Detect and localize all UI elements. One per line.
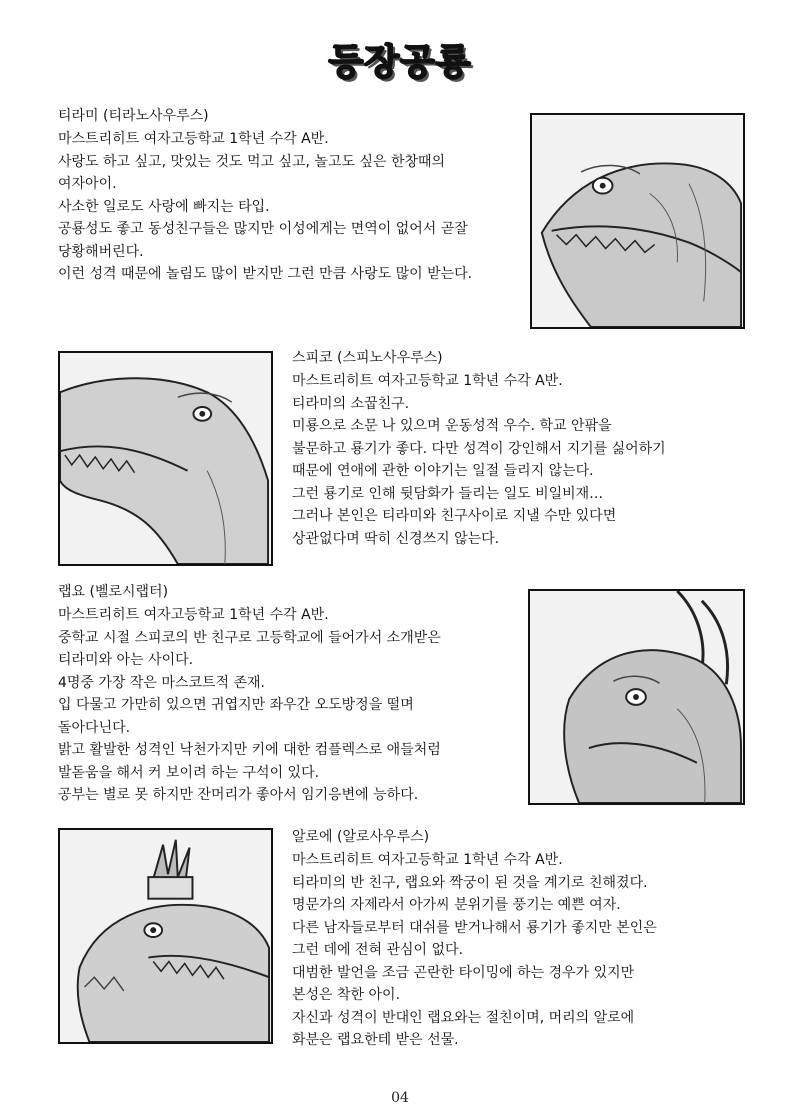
profile-line: 사랑도 하고 싶고, 맛있는 것도 먹고 싶고, 놀고도 싶은 한창때의 [58,153,446,170]
profile-line: 공부는 별로 못 하지만 잔머리가 좋아서 임기응변에 능하다. [58,787,419,803]
profile-line: 공룡성도 좋고 동성친구들은 많지만 이성에게는 면역이 없어서 곧잘 [58,221,468,237]
profile-line: 본성은 착한 아이. [292,987,401,1003]
profile-line: 티라미와 아는 사이다. [58,652,194,668]
profile-line: 자신과 성격이 반대인 랩요와는 절친이며, 머리의 알로에 [292,1009,635,1026]
allosaurus-portrait-icon [58,828,273,1044]
character-profile-spiko [292,347,762,550]
profile-line: 마스트리히트 여자고등학교 1학년 수각 A반. [58,131,329,147]
profile-line: 밝고 활발한 성격인 낙천가지만 키에 대한 컴플렉스로 애들처럼 [58,742,441,758]
profile-line: 마스트리히트 여자고등학교 1학년 수각 A반. [292,852,563,868]
profile-line: 돌아다닌다. [58,719,131,736]
profile-line: 발돋움을 해서 커 보이려 하는 구석이 있다. [58,764,320,781]
character-name: 스피코 (스피노사우루스) [292,350,443,366]
character-profile-rapyo [58,581,528,807]
profile-line: 다른 남자들로부터 대쉬를 받거나해서 룡기가 좋지만 본인은 [292,919,657,936]
profile-line: 상관없다며 딱히 신경쓰지 않는다. [292,530,500,547]
profile-line: 때문에 연애에 관한 이야기는 일절 들리지 않는다. [292,463,594,479]
velociraptor-portrait-icon [528,589,745,805]
profile-line: 대범한 발언을 조금 곤란한 타이밍에 하는 경우가 있지만 [292,964,635,981]
character-name: 알로에 (알로사우루스) [292,829,430,845]
profile-line: 4명중 가장 작은 마스코트적 존재. [58,674,265,691]
profile-line: 사소한 일로도 사랑에 빠지는 타입. [58,198,270,215]
profile-line: 미룡으로 소문 나 있으며 운동성적 우수. 학교 안팎을 [292,418,612,434]
profile-line: 불문하고 룡기가 좋다. 다만 성격이 강인해서 지기를 싫어하기 [292,440,666,457]
profile-line: 중학교 시절 스피코의 반 친구로 고등학교에 들어가서 소개받은 [58,629,441,646]
profile-line: 입 다물고 가만히 있으면 귀엽지만 좌우간 오도방정을 떨며 [58,697,414,713]
profile-line: 이런 성격 때문에 놀림도 많이 받지만 그런 만큼 사랑도 많이 받는다. [58,266,473,282]
profile-line: 티라미의 반 친구, 랩요와 짝궁이 된 것을 계기로 친해졌다. [292,874,648,891]
page-number: 04 [391,1090,409,1106]
profile-line: 마스트리히트 여자고등학교 1학년 수각 A반. [58,607,329,623]
character-name: 티라미 (티라노사우루스) [58,108,209,124]
profile-line: 그런 데에 전혀 관심이 없다. [292,942,464,958]
profile-line: 마스트리히트 여자고등학교 1학년 수각 A반. [292,373,563,389]
character-profile-tirami [58,105,528,286]
profile-line: 당황해버린다. [58,243,144,260]
spinosaurus-portrait-icon [58,351,273,566]
page-title: 등장공룡 [328,41,472,83]
profile-line: 여자아이. [58,176,117,192]
character-name: 랩요 (벨로시랩터) [58,584,169,600]
profile-line: 그런 룡기로 인해 뒷담화가 들리는 일도 비일비재… [292,485,604,502]
profile-line: 화분은 랩요한테 받은 선물. [292,1032,459,1048]
tyrannosaurus-portrait-icon [530,113,745,329]
profile-line: 티라미의 소꿉친구. [292,395,410,412]
character-profile-aloe [292,826,762,1052]
profile-line: 명문가의 자제라서 아가씨 분위기를 풍기는 예쁜 여자. [292,897,621,913]
profile-line: 그러나 본인은 티라미와 친구사이로 지낼 수만 있다면 [292,508,617,524]
